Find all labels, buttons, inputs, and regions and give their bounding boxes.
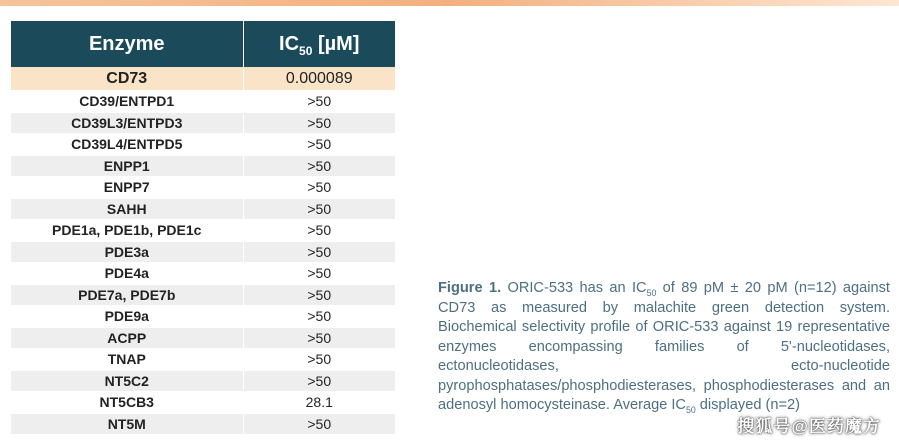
ic50-cell: >50 xyxy=(243,327,395,349)
ic50-cell: >50 xyxy=(243,241,395,263)
table-row xyxy=(11,241,395,263)
ic50-cell: >50 xyxy=(243,284,395,306)
table-row xyxy=(11,349,395,371)
top-accent-bar xyxy=(0,0,899,6)
caption-label: Figure 1. xyxy=(438,280,502,296)
table-body xyxy=(11,67,395,435)
ic50-cell: >50 xyxy=(243,306,395,328)
ic50-cell: >50 xyxy=(243,134,395,156)
table-row xyxy=(11,413,395,435)
figure-caption: Figure 1. ORIC-533 has an $IC_{50}$ of 89 pM ± 20 pM (n=12) against CD73 as measured by malachite green detection system. Biochemical selectivity profile of ORIC-533 against 19 representative enzymes encompassing families of 5'-nucleotidases, ectonucleotidases, ecto-nucleotide pyrophosphatases/phosphodiesterases, phosphodiesterases and an adenosyl homocysteinase. Average $IC_{50}$ displayed (n=2) xyxy=(438,280,890,415)
table-row xyxy=(11,177,395,199)
table-header-row xyxy=(11,21,395,67)
table-row xyxy=(11,134,395,156)
enzyme-cell: PDE9a xyxy=(11,306,243,328)
enzyme-cell: ACPP xyxy=(11,327,243,349)
table-row xyxy=(11,263,395,285)
ic50-cell: >50 xyxy=(243,263,395,285)
table-row xyxy=(11,284,395,306)
ic50-cell: >50 xyxy=(243,177,395,199)
ic50-cell: >50 xyxy=(243,370,395,392)
table-row xyxy=(11,220,395,242)
watermark: 搜狐号@医药魔方 xyxy=(737,417,881,436)
ic50-cell: >50 xyxy=(243,349,395,371)
enzyme-cell: NT5CB3 xyxy=(11,392,243,414)
ic50-cell: 0.000089 xyxy=(243,67,395,91)
enzyme-cell: CD39/ENTPD1 xyxy=(11,91,243,113)
enzyme-cell: PDE3a xyxy=(11,241,243,263)
enzyme-cell: PDE4a xyxy=(11,263,243,285)
table-row xyxy=(11,155,395,177)
table-row xyxy=(11,112,395,134)
ic50-cell: >50 xyxy=(243,112,395,134)
table-row xyxy=(11,392,395,414)
enzyme-cell: ENPP7 xyxy=(11,177,243,199)
enzyme-cell: CD39L4/ENTPD5 xyxy=(11,134,243,156)
header-enzyme: Enzyme xyxy=(11,21,243,67)
table-row-highlighted xyxy=(11,67,395,91)
ic50-cell: >50 xyxy=(243,198,395,220)
ic50-cell: >50 xyxy=(243,413,395,435)
table-row xyxy=(11,91,395,113)
table-row xyxy=(11,370,395,392)
table-row xyxy=(11,306,395,328)
header-ic50: $IC_{50}$ [µM] xyxy=(243,21,395,67)
enzyme-cell: PDE7a, PDE7b xyxy=(11,284,243,306)
ic50-cell: >50 xyxy=(243,220,395,242)
table-row xyxy=(11,198,395,220)
table-row xyxy=(11,327,395,349)
selectivity-table xyxy=(11,21,395,435)
ic50-cell: >50 xyxy=(243,155,395,177)
enzyme-cell: ENPP1 xyxy=(11,155,243,177)
enzyme-cell: NT5C2 xyxy=(11,370,243,392)
ic50-cell: 28.1 xyxy=(243,392,395,414)
enzyme-cell: SAHH xyxy=(11,198,243,220)
enzyme-cell: CD73 xyxy=(11,67,243,91)
ic50-cell: >50 xyxy=(243,91,395,113)
enzyme-cell: PDE1a, PDE1b, PDE1c xyxy=(11,220,243,242)
selectivity-table-container xyxy=(11,21,395,435)
enzyme-cell: TNAP xyxy=(11,349,243,371)
enzyme-cell: CD39L3/ENTPD3 xyxy=(11,112,243,134)
enzyme-cell: NT5M xyxy=(11,413,243,435)
